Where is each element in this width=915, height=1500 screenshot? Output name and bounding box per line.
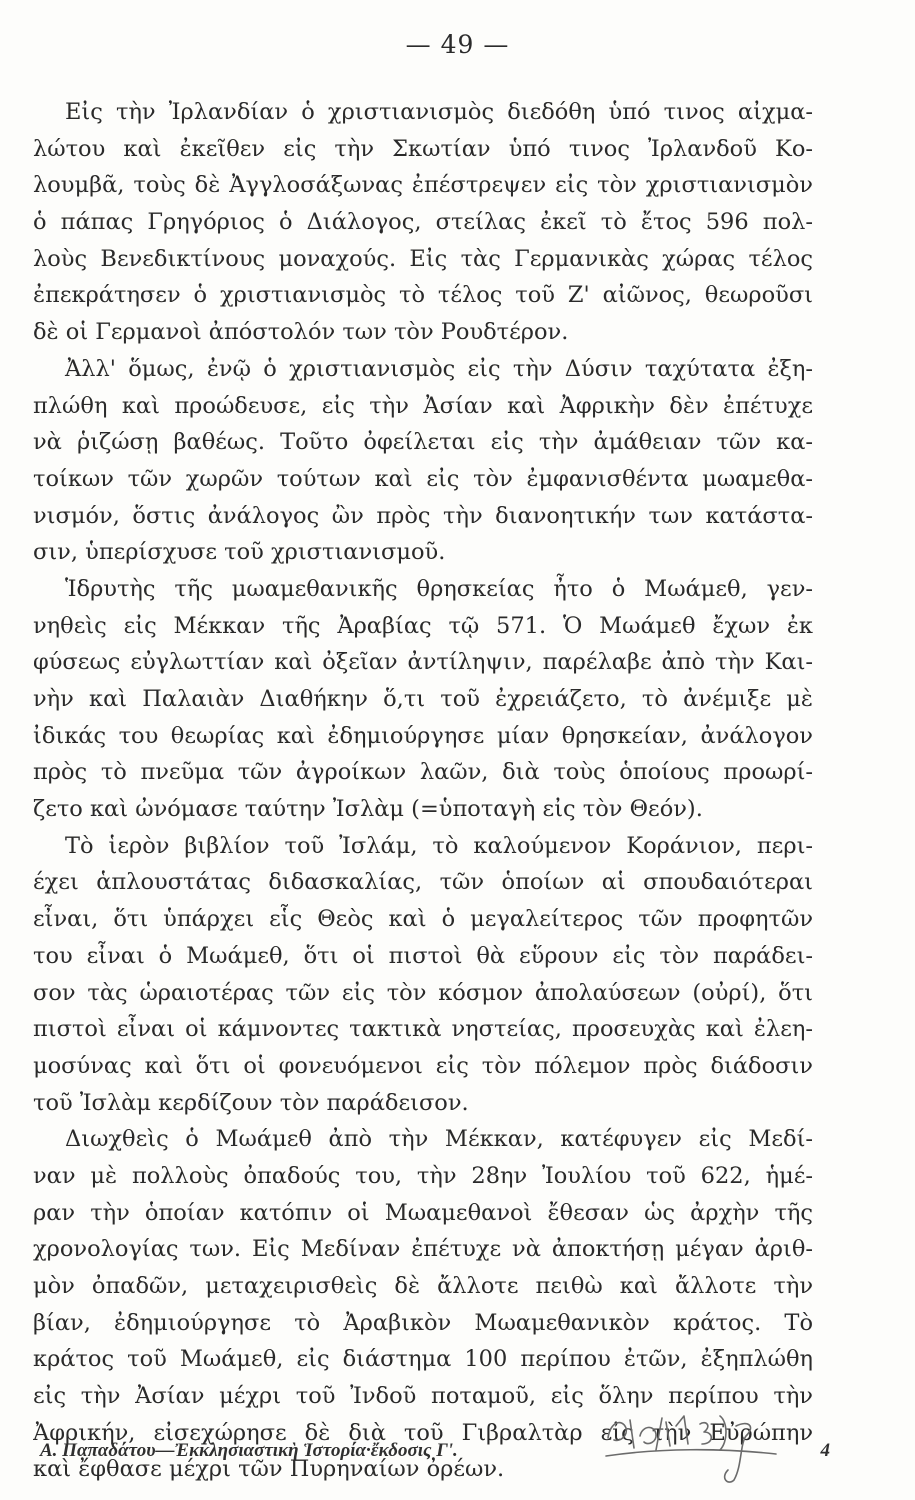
- text-line: εἰς τὴν Ἀσίαν μέχρι τοῦ Ἰνδοῦ ποταμοῦ, εἰς ὅλην περίπου τὴν: [33, 1383, 813, 1410]
- text-line: Ἱδρυτὴς τῆς μωαμεθανικῆς θρησκείας ἦτο ὁ Μωάμεθ, γεν-: [65, 575, 813, 602]
- text-line: μοσύνας καὶ ὅτι οἱ φονευόμενοι εἰς τὸν πόλεμον πρὸς διάδοσιν: [33, 1052, 813, 1079]
- page-number: — 49 —: [405, 30, 510, 59]
- text-line: ζετο καὶ ὠνόμασε ταύτην Ἰσλὰμ (=ὑποταγὴ εἰς τὸν Θεόν).: [33, 796, 703, 823]
- text-line: Εἰς τὴν Ἰρλανδίαν ὁ χριστιανισμὸς διεδόθη ὑπό τινος αἰχμα-: [65, 99, 813, 125]
- text-line: λοὺς Βενεδικτίνους μοναχούς. Εἰς τὰς Γερμανικὰς χώρας τέλος: [33, 245, 813, 272]
- text-line: καὶ ἔφθασε μέχρι τῶν Πυρηναίων ὀρέων.: [33, 1456, 505, 1483]
- text-line: νηθεὶς εἰς Μέκκαν τῆς Ἀραβίας τῷ 571. Ὁ Μωάμεθ ἔχων ἐκ: [33, 612, 813, 639]
- text-line: νὰ ῥιζώσῃ βαθέως. Τοῦτο ὀφείλεται εἰς τὴν ἀμάθειαν τῶν κα-: [33, 429, 813, 456]
- text-line: σιν, ὑπερίσχυσε τοῦ χριστιανισμοῦ.: [33, 539, 446, 566]
- text-line: Ἀλλ' ὅμως, ἐνῷ ὁ χριστιανισμὸς εἰς τὴν Δύσιν ταχύτατα ἐξη-: [65, 355, 813, 382]
- text-line: πλώθη καὶ προώδευσε, εἰς τὴν Ἀσίαν καὶ Ἀφρικὴν δὲν ἐπέτυχε: [33, 392, 813, 419]
- text-line: εἶναι, ὅτι ὑπάρχει εἷς Θεὸς καὶ ὁ μεγαλείτερος τῶν προφητῶν: [33, 906, 813, 933]
- text-line: του εἶναι ὁ Μωάμεθ, ὅτι οἱ πιστοὶ θὰ εὕρουν εἰς τὸν παράδει-: [33, 942, 813, 969]
- footer-signature: Α. Παπαδάτου—Ἐκκλησιαστικὴ Ἱστορία·ἔκδοσις Γ'.: [40, 1440, 458, 1461]
- text-line: έχει ἁπλουστάτας διδασκαλίας, τῶν ὁποίων αἱ σπουδαιότεραι: [33, 869, 813, 896]
- text-line: λουμβᾶ, τοὺς δὲ Ἀγγλοσάξωνας ἐπέστρεψεν εἰς τὸν χριστιανισμὸν: [33, 172, 813, 199]
- text-line: νισμόν, ὅστις ἀνάλογος ὢν πρὸς τὴν διανοητικήν των κατάστα-: [33, 502, 813, 529]
- text-line: κράτος τοῦ Μωάμεθ, εἰς διάστημα 100 περίπου ἐτῶν, ἐξηπλώθη: [33, 1346, 813, 1373]
- text-line: πρὸς τὸ πνεῦμα τῶν ἀγροίκων λαῶν, διὰ τοὺς ὁποίους προωρί-: [33, 759, 813, 786]
- body-text: [33, 94, 813, 1488]
- text-line: ὁ πάπας Γρηγόριος ὁ Διάλογος, στείλας ἐκεῖ τὸ ἔτος 596 πολ-: [33, 209, 813, 236]
- text-line: Ἀφρικήν, εἰσεχώρησε δὲ διὰ τοῦ Γιβραλτὰρ εἰς τὴν Εὐρώπην: [33, 1419, 813, 1446]
- text-line: ραν τὴν ὁποίαν κατόπιν οἱ Μωαμεθανοὶ ἔθεσαν ὡς ἀρχὴν τῆς: [33, 1199, 813, 1226]
- text-line: πιστοὶ εἶναι οἱ κάμνοντες τακτικὰ νηστείας, προσευχὰς καὶ ἐλεη-: [33, 1016, 813, 1043]
- text-line: χρονολογίας των. Εἰς Μεδίναν ἐπέτυχε νὰ ἀποκτήσῃ μέγαν ἀριθ-: [33, 1236, 813, 1263]
- text-line: μὸν ὀπαδῶν, μεταχειρισθεὶς δὲ ἄλλοτε πειθὼ καὶ ἄλλοτε τὴν: [33, 1273, 813, 1299]
- footer-sheet-number: 4: [820, 1440, 830, 1461]
- text-line: φύσεως εὐγλωττίαν καὶ ὀξεῖαν ἀντίληψιν, παρέλαβε ἀπὸ τὴν Και-: [33, 649, 813, 676]
- text-line: τοίκων τῶν χωρῶν τούτων καὶ εἰς τὸν ἐμφανισθέντα μωαμεθα-: [33, 465, 813, 492]
- text-line: ἐπεκράτησεν ὁ χριστιανισμὸς τὸ τέλος τοῦ Ζ' αἰῶνος, θεωροῦσι: [33, 282, 813, 309]
- text-line: σον τὰς ὡραιοτέρας τῶν εἰς τὸν κόσμον ἀπολαύσεων (οὐρί), ὅτι: [33, 979, 813, 1006]
- text-line: τοῦ Ἰσλὰμ κερδίζουν τὸν παράδεισον.: [33, 1089, 469, 1116]
- text-line: βίαν, ἐδημιούργησε τὸ Ἀραβικὸν Μωαμεθανικὸν κράτος. Τὸ: [33, 1309, 813, 1336]
- text-line: ναν μὲ πολλοὺς ὀπαδούς του, τὴν 28ην Ἰουλίου τοῦ 622, ἡμέ-: [33, 1162, 813, 1189]
- text-line: Διωχθεὶς ὁ Μωάμεθ ἀπὸ τὴν Μέκκαν, κατέφυγεν εἰς Μεδί-: [65, 1126, 813, 1153]
- text-line: νὴν καὶ Παλαιὰν Διαθήκην ὅ,τι τοῦ ἐχρειάζετο, τὸ ἀνέμιξε μὲ: [33, 686, 813, 712]
- handwritten-annotation: [600, 1396, 780, 1486]
- text-line: λώτου καὶ ἐκεῖθεν εἰς τὴν Σκωτίαν ὑπό τινος Ἰρλανδοῦ Κο-: [33, 135, 813, 162]
- text-line: Τὸ ἱερὸν βιβλίον τοῦ Ἰσλάμ, τὸ καλούμενον Κοράνιον, περι-: [65, 832, 813, 859]
- text-line: ἰδικάς του θεωρίας καὶ ἐδημιούργησε μίαν θρησκείαν, ἀνάλογον: [33, 722, 813, 749]
- text-line: δὲ οἱ Γερμανοὶ ἀπόστολόν των τὸν Ρουδτέρον.: [33, 319, 569, 346]
